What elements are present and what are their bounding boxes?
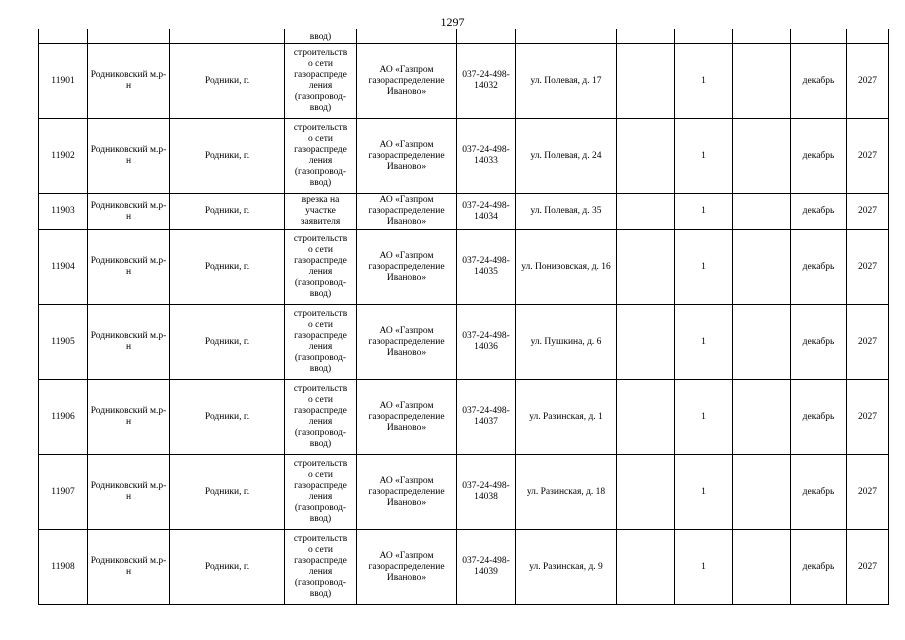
cell-number: 11906 — [39, 380, 88, 455]
cell-quantity: 1 — [675, 194, 733, 230]
cell-number: 11902 — [39, 119, 88, 194]
cell-request-code: 037-24-498-14032 — [457, 44, 516, 119]
cell-month: декабрь — [791, 194, 847, 230]
cell-settlement: Родники, г. — [170, 455, 285, 530]
cell-work-type: строительств о сети газораспреде ления (газопровод- ввод) — [285, 305, 357, 380]
cell-district: Родниковский м.р-н — [88, 194, 170, 230]
cell-empty-1 — [617, 455, 675, 530]
cell-empty-2 — [733, 119, 791, 194]
cell-empty-2 — [733, 230, 791, 305]
cell-empty-1 — [617, 380, 675, 455]
cell-empty-2 — [733, 530, 791, 605]
cell-work-type: врезка на участке заявителя — [285, 194, 357, 230]
cell-month: декабрь — [791, 119, 847, 194]
cell-work-type: строительств о сети газораспреде ления (газопровод- ввод) — [285, 530, 357, 605]
cell-organization: АО «Газпром газораспределение Иваново» — [357, 44, 457, 119]
cell-year: 2027 — [847, 119, 889, 194]
cell-month: декабрь — [791, 380, 847, 455]
table-row — [39, 305, 889, 380]
page-number: 1297 — [440, 15, 465, 29]
type-tail: ввод) — [285, 29, 357, 44]
gasification-table — [38, 29, 889, 605]
cell-quantity: 1 — [675, 119, 733, 194]
cell-settlement: Родники, г. — [170, 530, 285, 605]
cell-empty-2 — [733, 380, 791, 455]
cell-quantity: 1 — [675, 380, 733, 455]
cell-number: 11903 — [39, 194, 88, 230]
cell-empty-2 — [733, 305, 791, 380]
cell-month: декабрь — [791, 305, 847, 380]
cell-settlement: Родники, г. — [170, 230, 285, 305]
cell-quantity: 1 — [675, 305, 733, 380]
cell-work-type: строительств о сети газораспреде ления (газопровод- ввод) — [285, 455, 357, 530]
cell-address: ул. Разинская, д. 9 — [516, 530, 617, 605]
cell-request-code: 037-24-498-14037 — [457, 380, 516, 455]
cell-number: 11901 — [39, 44, 88, 119]
cell-year: 2027 — [847, 230, 889, 305]
cell-number: 11904 — [39, 230, 88, 305]
cell-district: Родниковский м.р-н — [88, 44, 170, 119]
cell-empty-1 — [617, 230, 675, 305]
cell-year: 2027 — [847, 380, 889, 455]
cell-address: ул. Пушкина, д. 6 — [516, 305, 617, 380]
cell-request-code: 037-24-498-14038 — [457, 455, 516, 530]
cell-work-type: строительств о сети газораспреде ления (газопровод- ввод) — [285, 44, 357, 119]
cell-empty-1 — [617, 305, 675, 380]
cell-address: ул. Разинская, д. 18 — [516, 455, 617, 530]
cell-district: Родниковский м.р-н — [88, 305, 170, 380]
cell-empty-1 — [617, 194, 675, 230]
cell-request-code: 037-24-498-14039 — [457, 530, 516, 605]
cell-number: 11905 — [39, 305, 88, 380]
table-row — [39, 119, 889, 194]
cell-organization: АО «Газпром газораспределение Иваново» — [357, 119, 457, 194]
cell-settlement: Родники, г. — [170, 194, 285, 230]
cell-organization: АО «Газпром газораспределение Иваново» — [357, 380, 457, 455]
cell-empty-1 — [617, 119, 675, 194]
table-row — [39, 194, 889, 230]
cell-district: Родниковский м.р-н — [88, 530, 170, 605]
cell-year: 2027 — [847, 194, 889, 230]
cell-address: ул. Полевая, д. 17 — [516, 44, 617, 119]
cell-month: декабрь — [791, 44, 847, 119]
cell-number: 11907 — [39, 455, 88, 530]
continued-row — [39, 29, 889, 44]
cell-settlement: Родники, г. — [170, 380, 285, 455]
cell-organization: АО «Газпром газораспределение Иваново» — [357, 230, 457, 305]
table-row — [39, 455, 889, 530]
cell-settlement: Родники, г. — [170, 305, 285, 380]
cell-district: Родниковский м.р-н — [88, 230, 170, 305]
table-row — [39, 380, 889, 455]
cell-month: декабрь — [791, 230, 847, 305]
cell-quantity: 1 — [675, 455, 733, 530]
cell-organization: АО «Газпром газораспределение Иваново» — [357, 194, 457, 230]
cell-request-code: 037-24-498-14034 — [457, 194, 516, 230]
cell-empty-1 — [617, 44, 675, 119]
cell-year: 2027 — [847, 530, 889, 605]
cell-address: ул. Полевая, д. 35 — [516, 194, 617, 230]
cell-quantity: 1 — [675, 44, 733, 119]
cell-empty-2 — [733, 44, 791, 119]
cell-number: 11908 — [39, 530, 88, 605]
cell-year: 2027 — [847, 44, 889, 119]
cell-request-code: 037-24-498-14033 — [457, 119, 516, 194]
cell-district: Родниковский м.р-н — [88, 119, 170, 194]
cell-quantity: 1 — [675, 230, 733, 305]
cell-year: 2027 — [847, 305, 889, 380]
cell-request-code: 037-24-498-14036 — [457, 305, 516, 380]
cell-settlement: Родники, г. — [170, 119, 285, 194]
cell-request-code: 037-24-498-14035 — [457, 230, 516, 305]
cell-settlement: Родники, г. — [170, 44, 285, 119]
cell-address: ул. Полевая, д. 24 — [516, 119, 617, 194]
cell-work-type: строительств о сети газораспреде ления (газопровод- ввод) — [285, 380, 357, 455]
cell-address: ул. Разинская, д. 1 — [516, 380, 617, 455]
cell-organization: АО «Газпром газораспределение Иваново» — [357, 455, 457, 530]
cell-quantity: 1 — [675, 530, 733, 605]
cell-year: 2027 — [847, 455, 889, 530]
table-row — [39, 530, 889, 605]
cell-organization: АО «Газпром газораспределение Иваново» — [357, 305, 457, 380]
cell-empty-2 — [733, 455, 791, 530]
cell-empty-1 — [617, 530, 675, 605]
cell-empty-2 — [733, 194, 791, 230]
cell-district: Родниковский м.р-н — [88, 380, 170, 455]
table-row — [39, 44, 889, 119]
cell-month: декабрь — [791, 455, 847, 530]
cell-work-type: строительств о сети газораспреде ления (газопровод- ввод) — [285, 119, 357, 194]
cell-month: декабрь — [791, 530, 847, 605]
cell-district: Родниковский м.р-н — [88, 455, 170, 530]
cell-work-type: строительств о сети газораспреде ления (газопровод- ввод) — [285, 230, 357, 305]
table-row — [39, 230, 889, 305]
cell-organization: АО «Газпром газораспределение Иваново» — [357, 530, 457, 605]
cell-address: ул. Понизовская, д. 16 — [516, 230, 617, 305]
